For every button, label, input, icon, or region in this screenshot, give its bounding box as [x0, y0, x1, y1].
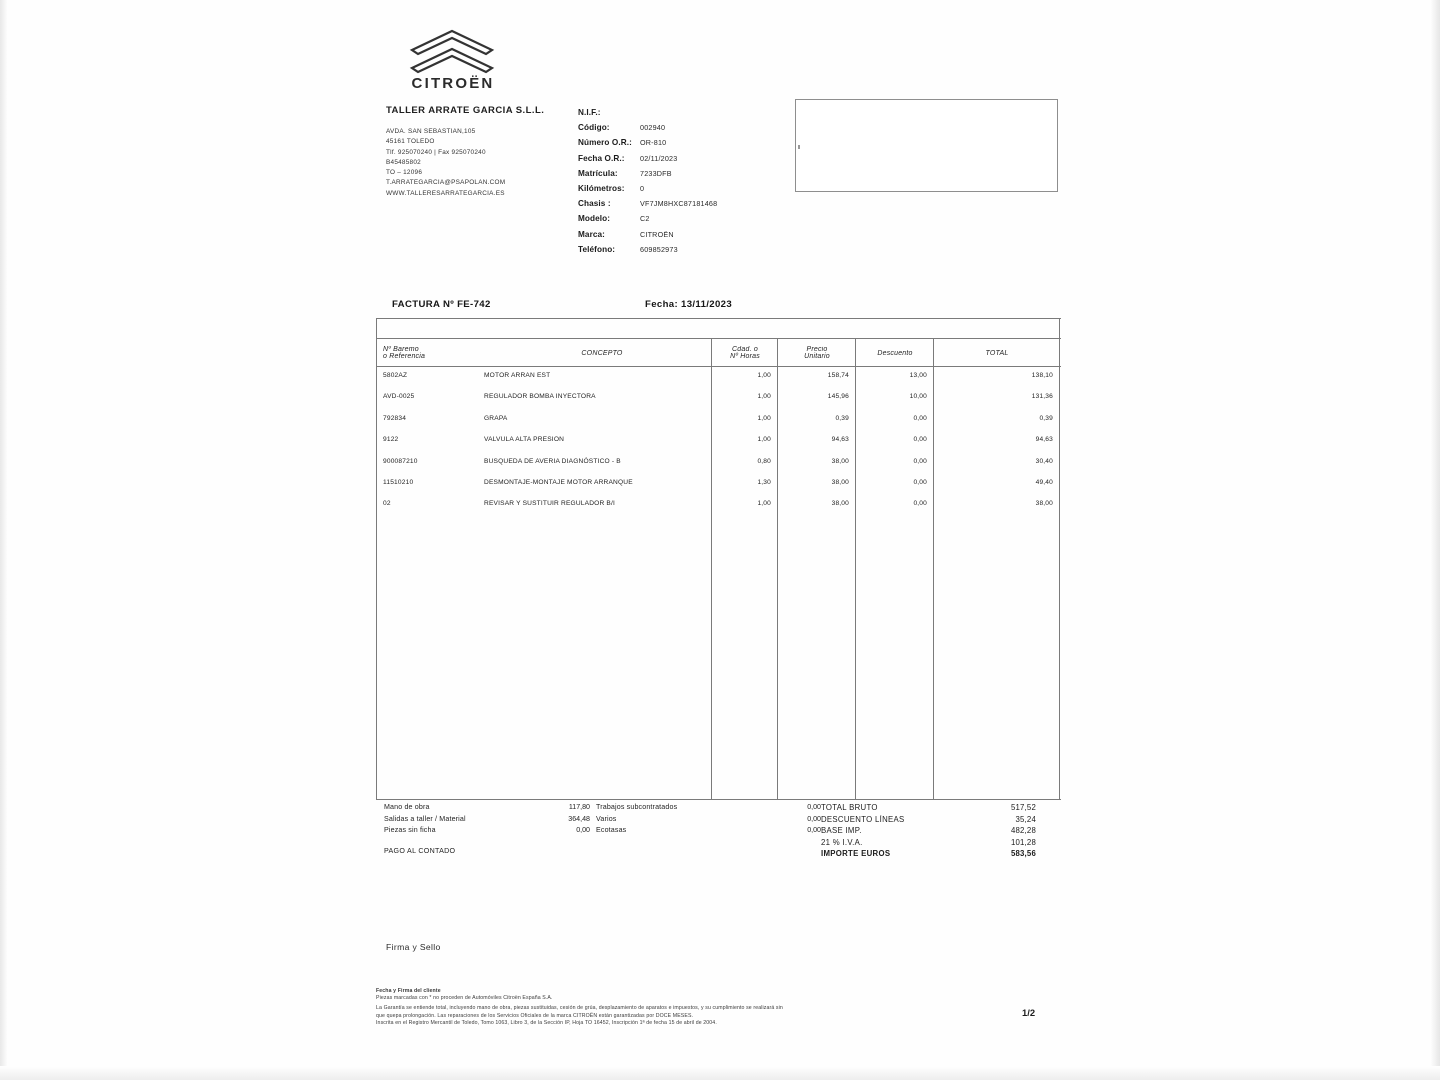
- cell-concepto: DESMONTAJE-MONTAJE MOTOR ARRANQUE: [484, 478, 633, 486]
- cell-unit-price: 145,96: [827, 393, 849, 401]
- footer-line: Piezas marcadas con * no proceden de Automóviles Citroën España S.A.: [376, 995, 553, 1002]
- cell-total: 0,39: [1039, 414, 1053, 422]
- summary-label: Trabajos subcontratados: [596, 803, 678, 811]
- cell-unit-price: 158,74: [827, 372, 849, 379]
- column-header-line: Descuento: [877, 349, 913, 357]
- cell-discount: 0,00: [913, 500, 927, 508]
- cell-quantity: 0,80: [757, 457, 771, 465]
- cell-discount: 10,00: [909, 393, 927, 401]
- box-mark: [798, 145, 800, 149]
- summary-label: TOTAL BRUTO: [821, 803, 878, 812]
- column-header-line: Nº Baremo: [383, 346, 419, 353]
- cell-discount: 0,00: [913, 457, 927, 465]
- column-header-reference: [383, 340, 503, 366]
- cell-discount: 0,00: [913, 436, 927, 444]
- column-header-unit-price: [779, 340, 855, 366]
- summary-row-importe-euros: [821, 849, 1066, 861]
- field-label: Código:: [578, 123, 610, 133]
- field-value: C2: [640, 214, 650, 224]
- summary-label: Salidas a taller / Material: [384, 814, 466, 823]
- cell-reference: 11510210: [383, 478, 414, 486]
- cell-discount: 0,00: [913, 478, 927, 486]
- field-label: Modelo:: [578, 214, 611, 224]
- table-header-bottom-border: [377, 366, 1061, 367]
- column-header-concepto: [497, 340, 707, 366]
- summary-middle-column: [566, 803, 826, 838]
- field-modelo: [578, 211, 798, 226]
- brand-logo: [398, 28, 508, 92]
- invoice-date: Fecha: 13/11/2023: [645, 299, 733, 310]
- summary-value: 517,52: [1010, 803, 1036, 812]
- table-bottom-border: [377, 799, 1061, 800]
- cell-quantity: 1,00: [757, 500, 771, 508]
- cell-quantity: 1,00: [757, 393, 771, 401]
- table-row: [377, 454, 1061, 475]
- company-address-line: 45161 TOLEDO: [386, 138, 435, 146]
- field-codigo: [578, 120, 798, 135]
- summary-value: 0,00: [807, 803, 821, 811]
- scan-edge-right: [1430, 0, 1440, 1080]
- scan-edge-bottom: [0, 1066, 1440, 1080]
- summary-row-descuento-lineas: [821, 815, 1066, 827]
- column-header-line: Nº Horas: [730, 353, 760, 360]
- cell-total: 94,63: [1035, 436, 1053, 444]
- company-address-line: AVDA. SAN SEBASTIAN,105: [386, 128, 476, 135]
- vehicle-header-fields: [578, 105, 798, 257]
- cell-total: 49,40: [1035, 478, 1053, 486]
- cell-discount: 13,00: [909, 372, 927, 379]
- summary-label: Ecotasas: [596, 826, 627, 835]
- summary-label: Piezas sin ficha: [384, 826, 436, 835]
- field-label: Chasis :: [578, 199, 611, 209]
- table-top-border: [377, 318, 1061, 319]
- field-value: 02/11/2023: [640, 153, 678, 163]
- company-cif-line: B45485802: [386, 158, 421, 166]
- field-label: Matrícula:: [578, 168, 618, 178]
- summary-right-column: [821, 803, 1066, 861]
- table-header-top-border: [377, 338, 1061, 339]
- column-header-line: o Referencia: [383, 353, 426, 360]
- cell-unit-price: 94,63: [831, 436, 849, 444]
- column-header-discount: [857, 340, 933, 366]
- field-label: N.I.F.:: [578, 108, 601, 117]
- summary-row-iva: [821, 838, 1066, 850]
- summary-row-subcontracted: [566, 803, 826, 815]
- field-marca: [578, 227, 798, 242]
- summary-value: 0,00: [807, 826, 821, 835]
- field-label: Teléfono:: [578, 244, 616, 254]
- summary-row-base-imponible: [821, 826, 1066, 838]
- cell-quantity: 1,00: [757, 372, 771, 379]
- field-fecha-or: [578, 151, 798, 166]
- summary-label: IMPORTE EUROS: [821, 849, 891, 859]
- field-value: CITROËN: [640, 229, 674, 239]
- table-row: [377, 496, 1061, 517]
- summary-value: 364,48: [568, 814, 590, 823]
- summary-value: 101,28: [1010, 837, 1036, 847]
- field-label: Fecha O.R.:: [578, 153, 625, 163]
- cell-quantity: 1,30: [757, 478, 771, 486]
- cell-quantity: 1,00: [757, 436, 771, 444]
- field-value: 0: [640, 183, 645, 193]
- brand-wordmark: CITROËN: [411, 75, 495, 92]
- field-label: Kilómetros:: [578, 183, 625, 193]
- summary-value: 482,28: [1010, 826, 1036, 836]
- cell-quantity: 1,00: [757, 414, 771, 422]
- company-name: TALLER ARRATE GARCIA S.L.L.: [386, 105, 545, 116]
- column-header-line: TOTAL: [985, 349, 1009, 357]
- line-items-table: [376, 318, 1060, 800]
- column-header-total: [935, 340, 1059, 366]
- field-kilometros: [578, 181, 798, 196]
- cell-reference: 02: [383, 500, 391, 508]
- table-row: [377, 389, 1061, 410]
- company-block: [386, 105, 581, 199]
- company-registry-line: TO – 12096: [386, 169, 423, 177]
- table-row: [377, 368, 1061, 389]
- footer-legal-text: [376, 988, 976, 1028]
- company-website-line: WWW.TALLERESARRATEGARCIA.ES: [386, 189, 505, 197]
- page-number: 1/2: [1022, 1007, 1036, 1018]
- cell-discount: 0,00: [913, 414, 927, 422]
- cell-reference: AVD-0025: [383, 393, 415, 401]
- table-row: [377, 475, 1061, 496]
- field-value: 7233DFB: [640, 168, 672, 178]
- field-label: Número O.R.:: [578, 138, 632, 148]
- line-items-body: [377, 368, 1061, 518]
- summary-label: Varios: [596, 814, 617, 823]
- table-row: [377, 411, 1061, 432]
- cell-total: 138,10: [1031, 372, 1053, 379]
- field-numero-or: [578, 135, 798, 150]
- summary-value: 583,56: [1010, 849, 1036, 859]
- cell-reference: 792834: [383, 414, 407, 422]
- footer-line: La Garantía se entiende total, incluyendo mano de obra, piezas sustituidas, cesión de grúa, desplazamiento de aparatos e impuestos, y su cumplimiento se realizará sin: [376, 1005, 783, 1012]
- summary-label: DESCUENTO LÍNEAS: [821, 814, 905, 824]
- cell-unit-price: 0,39: [835, 414, 849, 422]
- footer-line: Inscrita en el Registro Mercantil de Toledo, Tomo 1063, Libro 3, de la Sección IP, Hoja TO 16452, Inscripción 1ª de fecha 15 de abril de 2004.: [376, 1020, 717, 1027]
- summary-row-varios: [566, 815, 826, 827]
- cell-reference: 5802AZ: [383, 372, 408, 379]
- summary-value: 35,24: [1015, 814, 1036, 824]
- field-value: VF7JM8HXC87181468: [640, 199, 718, 209]
- cell-concepto: REGULADOR BOMBA INYECTORA: [484, 393, 596, 401]
- scan-edge-left: [0, 0, 8, 1080]
- company-email-line: T.ARRATEGARCIA@PSAPOLAN.COM: [386, 179, 506, 187]
- cell-unit-price: 38,00: [831, 457, 849, 465]
- customer-details-box: [795, 99, 1058, 192]
- field-matricula: [578, 166, 798, 181]
- summary-value: 0,00: [576, 826, 590, 835]
- invoice-number: FACTURA Nº FE-742: [392, 299, 491, 310]
- field-value: OR-810: [640, 138, 667, 148]
- summary-row-total-bruto: [821, 803, 1066, 815]
- column-header-line: Unitario: [804, 353, 830, 360]
- footer-line: Fecha y Firma del cliente: [376, 988, 441, 994]
- column-header-line: CONCEPTO: [581, 349, 623, 357]
- footer-line: que quepa prolongación. Las reparaciones de los Servicios Oficiales de la marca CITROËN están garantizadas por DOCE MESES.: [376, 1012, 694, 1019]
- cell-concepto: MOTOR ARRAN EST: [484, 372, 551, 379]
- cell-reference: 900087210: [383, 457, 418, 465]
- field-chasis: [578, 196, 798, 211]
- summary-row-ecotasas: [566, 826, 826, 838]
- field-nif: [578, 105, 798, 120]
- cell-unit-price: 38,00: [831, 478, 849, 486]
- field-label: Marca:: [578, 229, 605, 239]
- cell-concepto: GRAPA: [484, 414, 508, 422]
- summary-value: 0,00: [807, 814, 821, 823]
- cell-concepto: REVISAR Y SUSTITUIR REGULADOR B/I: [484, 500, 616, 508]
- citroen-double-chevron-logo: [404, 28, 500, 74]
- field-value: 002940: [640, 123, 666, 133]
- summary-label: 21 % I.V.A.: [821, 837, 863, 847]
- company-phone-line: Tlf. 925070240 | Fax 925070240: [386, 148, 486, 156]
- cell-total: 38,00: [1035, 500, 1053, 508]
- cell-unit-price: 38,00: [831, 500, 849, 508]
- payment-terms: PAGO AL CONTADO: [384, 847, 456, 855]
- cell-reference: 9122: [383, 436, 399, 444]
- column-header-quantity: [713, 340, 777, 366]
- summary-label: BASE IMP.: [821, 826, 862, 836]
- field-telefono: [578, 242, 798, 257]
- cell-total: 131,36: [1031, 393, 1053, 401]
- cell-concepto: VALVULA ALTA PRESION: [484, 436, 565, 444]
- field-value: 609852973: [640, 244, 678, 254]
- summary-label: Mano de obra: [384, 803, 430, 811]
- cell-total: 30,40: [1035, 457, 1053, 465]
- signature-label: Firma y Sello: [386, 942, 441, 952]
- cell-concepto: BUSQUEDA DE AVERIA DIAGNÓSTICO - B: [484, 457, 621, 465]
- column-header-line: Precio: [806, 346, 828, 353]
- table-row: [377, 432, 1061, 453]
- column-header-line: Cdad. o: [732, 346, 758, 353]
- summary-value: 117,80: [568, 803, 590, 811]
